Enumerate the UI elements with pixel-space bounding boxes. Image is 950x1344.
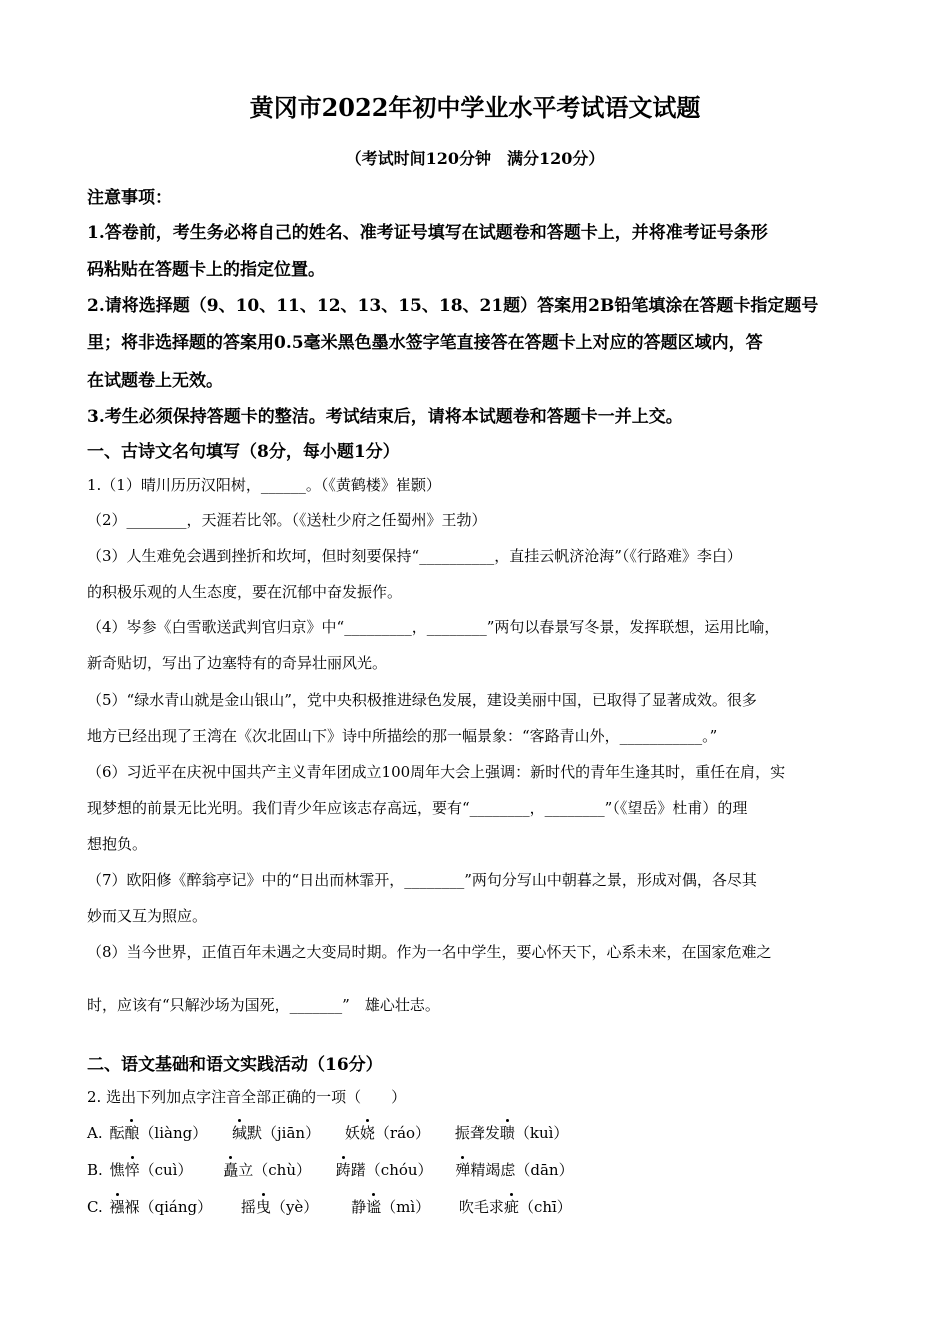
option-label: C.: [87, 1198, 103, 1216]
section-heading: 二、语文基础和语文实践活动（16分）: [87, 1055, 383, 1075]
question-line: 地方已经出现了王湾在《次北固山下》诗中所描绘的那一幅景象：“客路青山外，___________。”: [87, 727, 718, 745]
question-line: 1.（1）晴川历历汉阳树，______。（《黄鹤楼》崔颢）: [87, 476, 441, 494]
question-line: （4）岑参《白雪歌送武判官归京》中“_________，________”两句以春景写冬景，发挥联想，运用比喻，: [87, 618, 780, 636]
exam-info: （考试时间120分钟 满分120分）: [345, 149, 605, 168]
dotted-char: 悴: [124, 1161, 140, 1179]
dotted-char: 襁: [109, 1198, 125, 1216]
page-title: 黄冈市2022年初中学业水平考试语文试题: [249, 93, 701, 122]
dotted-char: 踌: [335, 1161, 351, 1179]
question-line: （7）欧阳修《醉翁亭记》中的“日出而林霏开，________”两句分写山中朝暮之景，形成对偶，各尽其: [87, 871, 757, 889]
dotted-char: 疵: [503, 1198, 519, 1216]
dotted-char: 殚: [455, 1161, 471, 1179]
option-c: C. 襁褓（qiáng） 摇曳（yè） 静谧（mì） 吹毛求疵（chī）: [87, 1198, 572, 1216]
notice-line: 3.考生必须保持答题卡的整洁。考试结束后，请将本试题卷和答题卡一并上交。: [87, 407, 683, 427]
notice-line: 1.答卷前，考生务必将自己的姓名、准考证号填写在试题卷和答题卡上，并将准考证号条形: [87, 223, 768, 243]
dotted-char: 曳: [255, 1198, 271, 1216]
question-line: （8）当今世界，正值百年未遇之大变局时期。作为一名中学生，要心怀天下，心系未来，在国家危难之: [87, 943, 772, 961]
dotted-char: 酿: [124, 1124, 140, 1142]
notice-line: 码粘贴在答题卡上的指定位置。: [87, 260, 325, 280]
option-label: B.: [87, 1161, 103, 1179]
dotted-char: 缄: [232, 1124, 248, 1142]
dotted-char: 谧: [366, 1198, 382, 1216]
section-heading: 一、古诗文名句填写（8分，每小题1分）: [87, 442, 400, 462]
question-line: 现梦想的前景无比光明。我们青少年应该志存高远，要有“________，________”（《望岳》杜甫）的理: [87, 799, 748, 817]
dotted-char: 矗: [223, 1161, 239, 1179]
notice-heading: 注意事项：: [87, 188, 172, 208]
notice-line: 里；将非选择题的答案用0.5毫米黑色墨水签字笔直接答在答题卡上对应的答题区域内，答: [87, 333, 763, 353]
question-line: 新奇贴切，写出了边塞特有的奇异壮丽风光。: [87, 654, 388, 672]
question-stem: 2. 选出下列加点字注音全部正确的一项（ ）: [87, 1088, 407, 1106]
option-a: A. 酝酿（liàng） 缄默（jiān） 妖娆（ráo） 振聋发聩（kuì）: [87, 1124, 569, 1142]
question-line: 时，应该有“只解沙场为国死，_______” 雄心壮志。: [87, 996, 440, 1014]
notice-line: 在试题卷上无效。: [87, 371, 223, 391]
question-line: （6）习近平在庆祝中国共产主义青年团成立100周年大会上强调：新时代的青年生逢其时，重任在肩，实: [87, 763, 786, 781]
dotted-char: 聩: [499, 1124, 515, 1142]
dotted-char: 娆: [359, 1124, 375, 1142]
option-label: A.: [87, 1124, 103, 1142]
question-line: 的积极乐观的人生态度，要在沉郁中奋发振作。: [87, 583, 403, 601]
notice-line: 2.请将选择题（9、10、11、12、13、15、18、21题）答案用2B铅笔填涂在答题卡指定题号: [87, 296, 819, 316]
question-line: 想抱负。: [87, 835, 148, 853]
question-line: （5）“绿水青山就是金山银山”，党中央积极推进绿色发展，建设美丽中国，已取得了显著成效。很多: [87, 691, 757, 709]
question-line: 妙而又互为照应。: [87, 907, 208, 925]
question-line: （2）________，天涯若比邻。（《送杜少府之任蜀州》王勃）: [87, 511, 487, 529]
option-b: B. 憔悴（cuì） 矗立（chù） 踌躇（chóu） 殚精竭虑（dān）: [87, 1161, 574, 1179]
question-line: （3）人生难免会遇到挫折和坎坷，但时刻要保持“__________，直挂云帆济沧海”（《行路难》李白）: [87, 547, 742, 565]
